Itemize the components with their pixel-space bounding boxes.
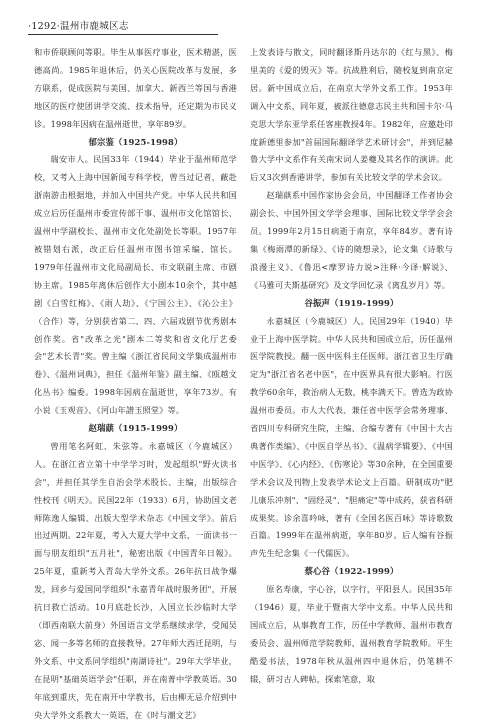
biography-paragraph: 原名寿康，字心谷，以字行，平阳县人。民国35年（1946）夏，毕业于暨南大学中文系。中华人民共和国成立后，从事教育工作，历任中学教师、温州市教育委员会、温州师范学院教师、温州教育学院教师。平生酷爱书法，1978年秋从温州四中退休后，仍笔耕不辍，研习古人碑帖，探索笔意，取 [250,584,453,684]
header-rule [28,34,218,35]
page-header: ·1292·温州市鹿城区志 [28,21,129,32]
biography-name-heading: 蔡心谷（1922-1999） [304,566,399,577]
biography-name-heading: 赵瑞蕻（1915-1999） [88,423,183,434]
continued-paragraph: 上发表诗与散文，同时翻译斯丹达尔的《红与黑》、梅里美的《爱的毁灭》等。抗战胜利后，随校复到南京定居。新中国成立后，在南京大学外文系工作。1953年调入中文系，同年夏，被派往德意志民主共和国卡尔·马克思大学东亚学系任客座教授4年。1982年，应邀赴印度新德里参加"首届国际翻译学艺术研讨会"，并到尼赫鲁大学中文系作有关南宋词人姜夔及其名作的演讲。此后又3次到香港讲学，参加有关比较文学的学术会议。 [250,47,453,183]
biography-name-heading: 郁宗鉴（1925-1998） [88,136,183,147]
left-column [34,44,237,724]
biography-name-heading: 谷振声（1919-1999） [304,297,399,308]
right-column [250,44,453,689]
biography-paragraph: 永嘉城区（今鹿城区）人。民国29年（1940）毕业于上海中医学院。中华人民共和国成立后，历任温州医学院教授。翻一医中医科主任医师。浙江省卫生厅确定为"浙江省名老中医"，在中医界具有很大影响。行医教学60余年，救治病人无数，桃李满天下。曾选为政协温州市委员。市人大代表、兼任省中医学会常务理事、省四川专科研究生院，主编、合编专著有《中国十大古典著作类编》、《中医自学丛书》、《温病学辑要》、《中国中医学》、《心内经》、《伤寒论》等30余种，在全国重要学术会议及刊物上发表学术论文上百篇。研制成功"肥儿康乐冲剂"、"固经灵"、"胆痛定"等中成药，获省科研成果奖。诊余喜吟咏，著有《全国名医百咏》等诗歌数百篇。1999年在温州病逝，享年80岁。后人编有谷振声先生纪念集《一代儒医》。 [250,315,454,559]
continued-paragraph: 和市侨联顾问等职。毕生从事医疗事业，医术精湛，医德高尚。1985年退休后，仍关心医院改革与发展，多方联系，促成医院与美国、加拿大、新西兰等国与香港地区的医疗使团讲学交流、技术指导，还定期为市民义诊。1998年因病在温州逝世，享年89岁。 [34,47,237,129]
biography-paragraph: 曾用笔名阿虹、朱弦等。永嘉城区（今鹿城区）人。在浙江省立第十中学学习时，发起组织"野火读书会"，并担任其学生自治会学术股长、主编，出版综合性校刊《明天》。民国22年（1933）6月，协助国文老师陈逸人编辑、出版大型学术杂志《中国文学》。前后出过两期。22年夏，考入大夏大学中文系，一面读书一面与朋友组织"五月社"，秘密出版《中国青年日報》。25年夏，重新考入青岛大学外文系。26年抗日战争爆发，回乡与爱国同学组织"永嘉青年战时服务团"，开展抗日救亡活动。10月底赴长沙，入国立长沙临时大学（即西南联大前身）外国语言文学系继续求学，受闻吴宓、闻一多等名师的直接教导。27年师大西迁昆明，与外文系、中文系同学组织"南湖诗社"。29年大学毕业，在昆明"基础英语学会"任职，并在南菁中学教英语。30年底到重庆，先在南开中学教书，后由柳无忌介绍到中央大学外文系教大一英语，在《时与潮文艺》 [34,440,237,720]
biography-paragraph: 瑞安市人。民国33年（1944）毕业于温州师范学校，又考入上海中国新闻专科学校，曾当过记者，蔽赴浙南游击根据地，并加入中国共产党。中华人民共和国成立后历任温州市委宣传部干事、温州市文化馆馆长、温州中学副校长、温州市文化处副处长等职。1957年被错划右派，改正后任温州市图书馆采编、馆长。1979年任温州市文化局副局长、市文联副主席、市剧协主席。1985年离休后创作大小剧本10余个，其中越剧《白雪红梅》、《雨人劫》、《宁国公主》、《沁公主》（合作）等，分别获省第二、四、六届戏剧节优秀剧本创作奖。省"改革之光"剧本二等奖和省文化厅艺委会"艺术长青"奖。曾主编《浙江省民间文学集成温州市卷》、《温州词典》，担任《温州年鉴》副主编、《瓯越文化丛书》编委。1998年因病在温逝世，享年73岁。有小说《玉观音》、《河山年譜玉照堂》等。 [34,154,237,416]
biography-paragraph: 赵瑞蕻系中国作家协会会员，中国翻译工作者协会副会长、中国外国文学学会理事、国际比较文学学会会员。1999年2月15日病逝于南京，享年84岁。著有诗集《梅雨潭的新绿》、《诗的随想录》，论文集《诗歌与浪漫主义》、《鲁迅<摩罗诗力说>注释·今译·解说》、《马雅可夫斯基研究》及文学回忆录《离乱岁月》等。 [250,190,453,290]
